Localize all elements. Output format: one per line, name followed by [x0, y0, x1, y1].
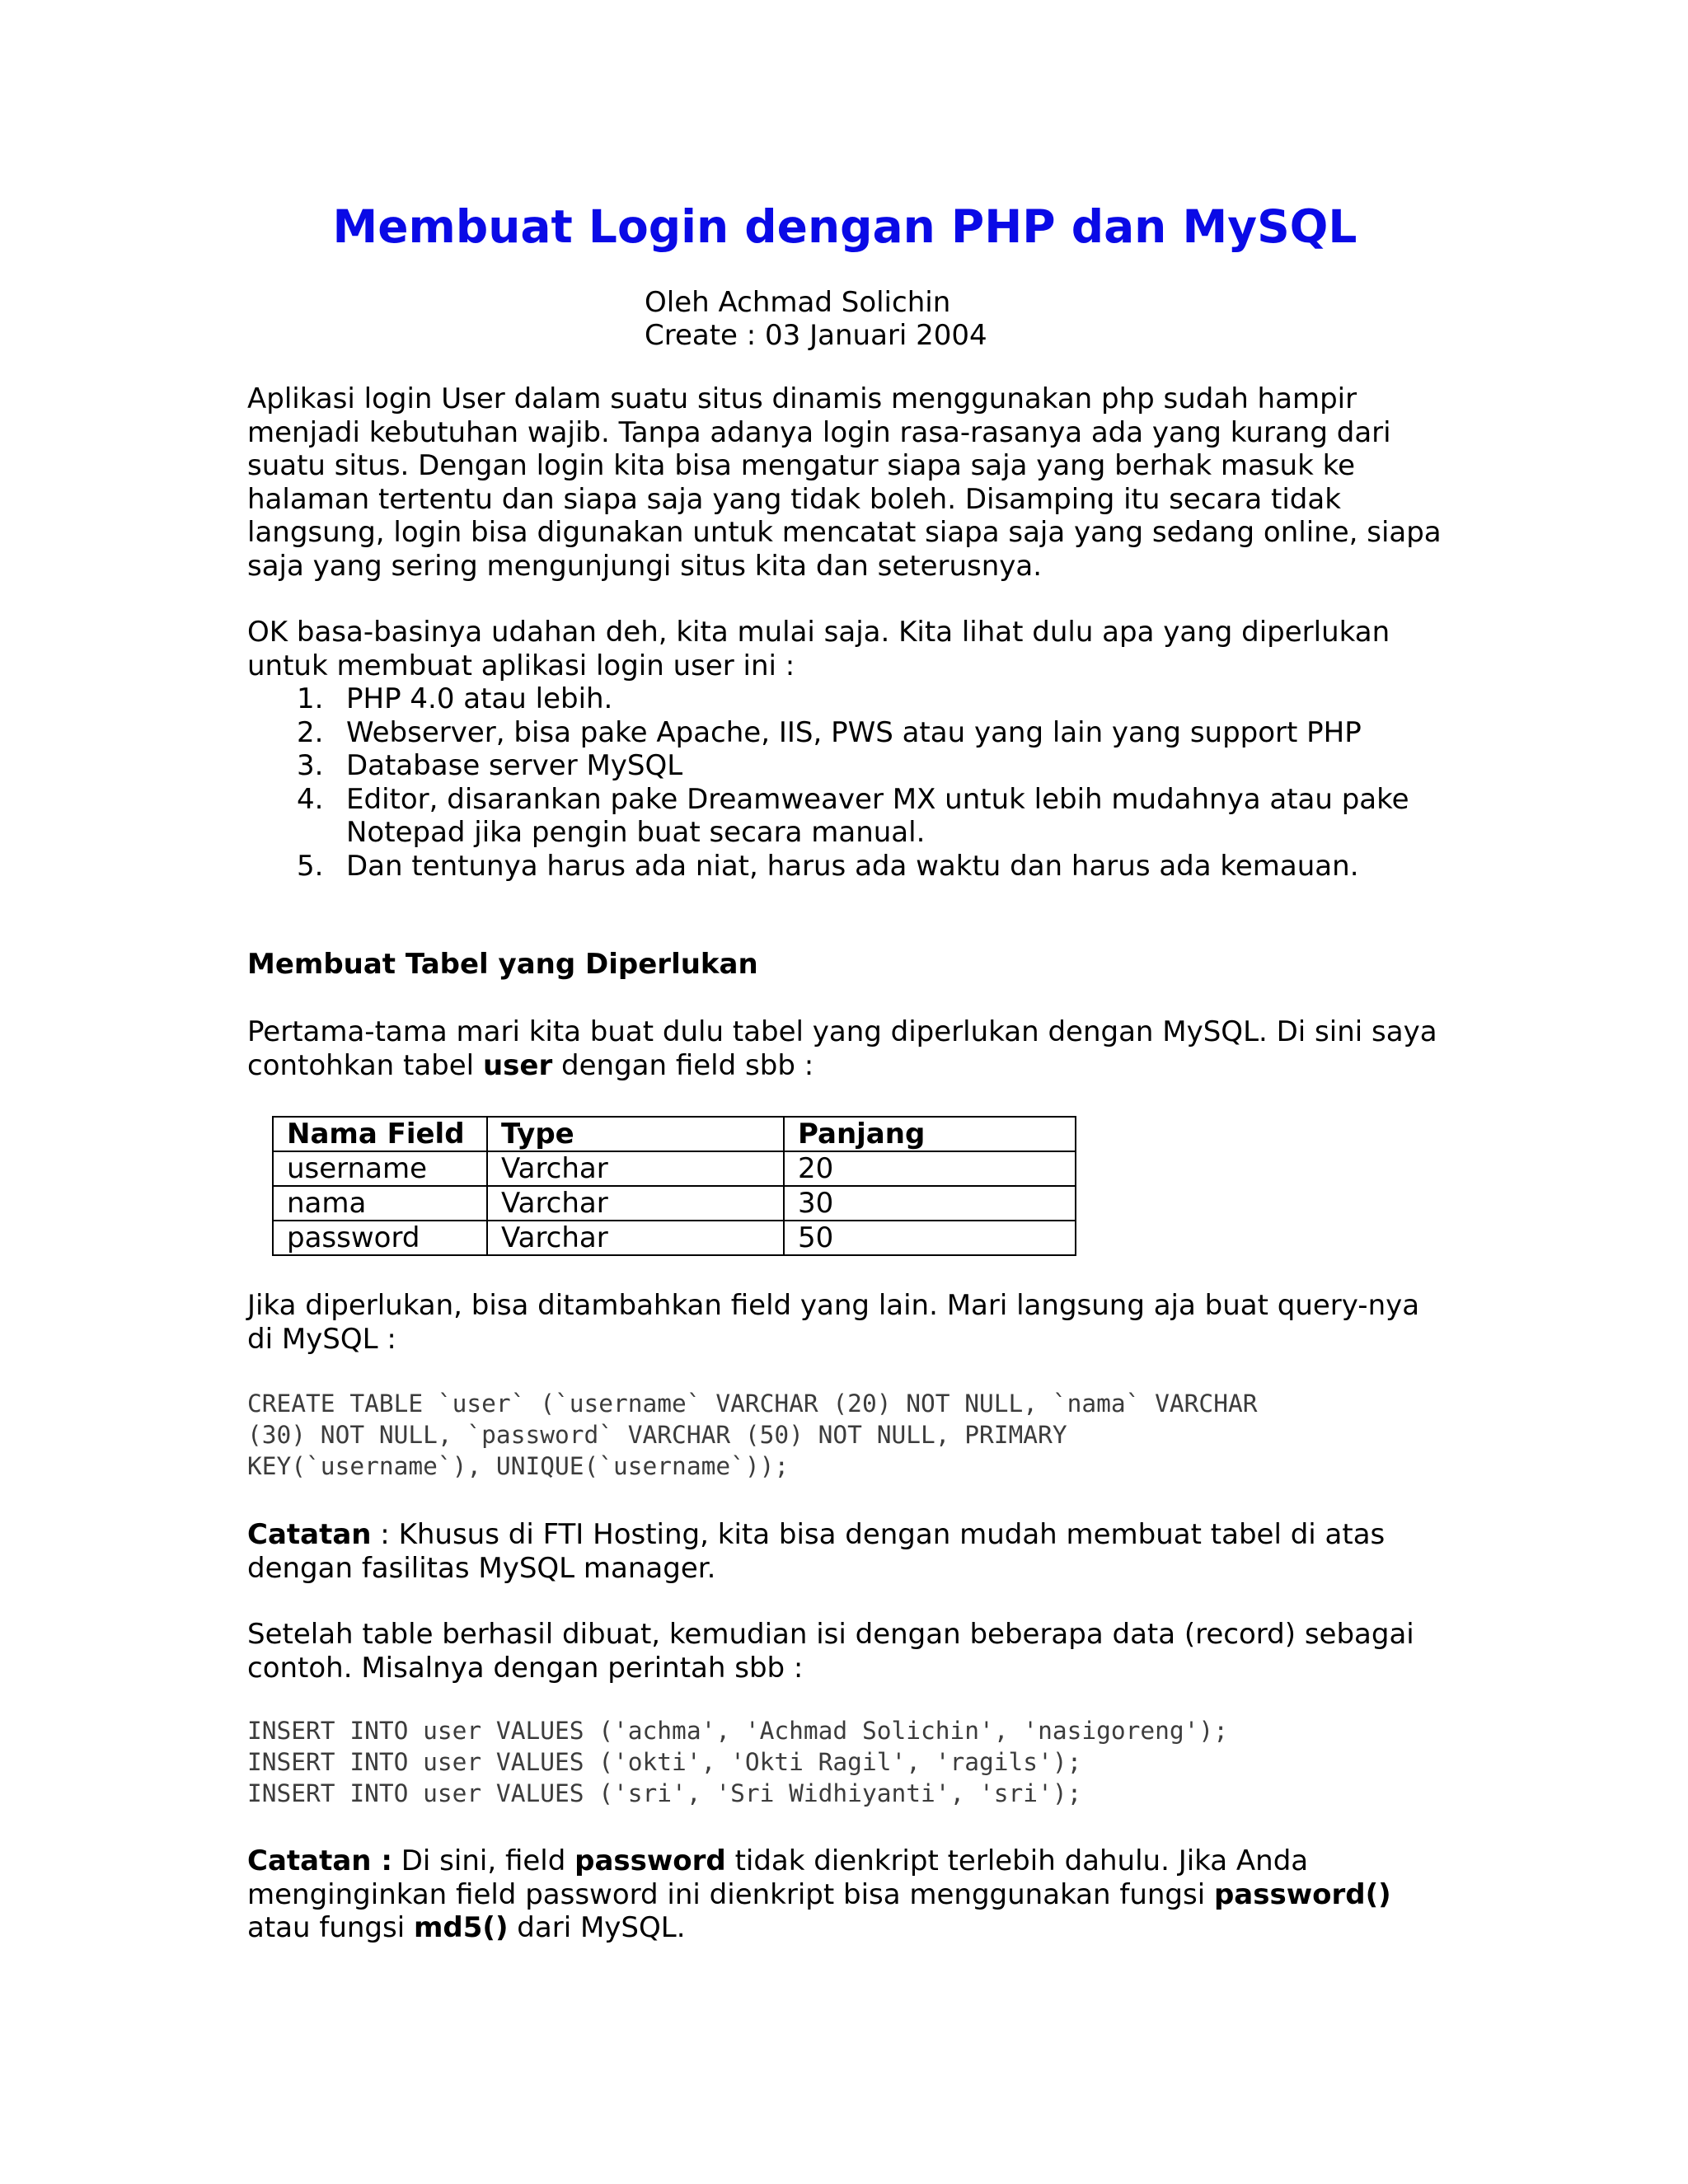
list-item-number: 5.	[297, 849, 324, 883]
code-line: KEY(`username`), UNIQUE(`username`));	[247, 1452, 790, 1480]
list-item	[247, 682, 1442, 716]
table-row	[273, 1151, 1076, 1186]
list-item-text: Notepad jika pengin buat secara manual.	[346, 816, 926, 849]
note-bold-term: password	[574, 1844, 726, 1877]
table-cell: 30	[784, 1186, 1076, 1221]
create-table-code	[247, 1388, 1442, 1482]
list-item-number: 3.	[297, 749, 324, 782]
table-cell: Varchar	[487, 1186, 784, 1221]
table-cell: 20	[784, 1151, 1076, 1186]
note-line: dengan fasilitas MySQL manager.	[247, 1551, 716, 1585]
table-cell: nama	[273, 1186, 487, 1221]
table-intro-line	[247, 1049, 1442, 1083]
after-table-line: di MySQL :	[247, 1322, 396, 1356]
list-item-number: 1.	[297, 682, 324, 715]
list-item-number: 2.	[297, 715, 324, 749]
note-line	[247, 1844, 1442, 1878]
note-line	[247, 1911, 1442, 1945]
table-cell: 50	[784, 1221, 1076, 1255]
note-text: Di sini, field	[392, 1844, 575, 1877]
table-cell: Varchar	[487, 1221, 784, 1255]
table-row	[273, 1221, 1076, 1255]
table-header-cell: Nama Field	[273, 1117, 487, 1151]
list-item	[247, 749, 1442, 783]
requirements-line: OK basa-basinya udahan deh, kita mulai saja. Kita lihat dulu apa yang diperlukan	[247, 616, 1390, 649]
document-title: Membuat Login dengan PHP dan MySQL	[332, 200, 1357, 253]
list-item	[247, 716, 1442, 750]
list-item	[247, 783, 1442, 850]
requirements-line: untuk membuat aplikasi login user ini :	[247, 649, 795, 682]
intro-line: langsung, login bisa digunakan untuk mencatat siapa saja yang sedang online, siapa	[247, 516, 1442, 549]
created-date-line: Create : 03 Januari 2004	[645, 319, 987, 352]
code-line: (30) NOT NULL, `password` VARCHAR (50) NOT NULL, PRIMARY	[247, 1421, 1067, 1449]
code-line: INSERT INTO user VALUES ('achma', 'Achmad Solichin', 'nasigoreng');	[247, 1717, 1228, 1745]
list-item-text: Editor, disarankan pake Dreamweaver MX untuk lebih mudahnya atau pake	[346, 782, 1409, 816]
fields-table	[272, 1116, 1076, 1256]
table-cell: username	[273, 1151, 487, 1186]
table-cell: password	[273, 1221, 487, 1255]
code-line: INSERT INTO user VALUES ('sri', 'Sri Widhiyanti', 'sri');	[247, 1779, 1082, 1807]
note-text: : Khusus di FTI Hosting, kita bisa dengan mudah membuat tabel di atas	[371, 1518, 1386, 1551]
code-line: INSERT INTO user VALUES ('okti', 'Okti Ragil', 'ragils');	[247, 1748, 1082, 1776]
note-label: Catatan :	[247, 1844, 392, 1877]
list-item-text: Webserver, bisa pake Apache, IIS, PWS atau yang lain yang support PHP	[346, 715, 1362, 749]
note-line	[247, 1518, 1442, 1552]
list-item-number: 4.	[297, 782, 324, 816]
table-intro-paragraph	[247, 1015, 1442, 1082]
table-name-bold: user	[482, 1048, 553, 1082]
note-text: atau fungsi	[247, 1911, 414, 1944]
note-mysql-manager	[247, 1518, 1442, 1585]
requirements-paragraph	[247, 616, 1442, 883]
section-heading: Membuat Tabel yang Diperlukan	[247, 948, 758, 981]
intro-line: halaman tertentu dan siapa saja yang tidak boleh. Disamping itu secara tidak	[247, 482, 1341, 516]
note-bold-term: password()	[1213, 1877, 1391, 1911]
insert-intro-paragraph	[247, 1618, 1442, 1685]
note-text: menginginkan field password ini dienkript bisa menggunakan fungsi	[247, 1877, 1214, 1911]
list-item-text: Dan tentunya harus ada niat, harus ada waktu dan harus ada kemauan.	[346, 849, 1359, 883]
note-password	[247, 1844, 1442, 1945]
table-cell: Varchar	[487, 1151, 784, 1186]
table-intro-text: contohkan tabel	[247, 1048, 483, 1082]
intro-line: menjadi kebutuhan wajib. Tanpa adanya login rasa-rasanya ada yang kurang dari	[247, 415, 1391, 449]
note-text: tidak dienkript terlebih dahulu. Jika Anda	[725, 1844, 1309, 1877]
list-item-text: PHP 4.0 atau lebih.	[346, 682, 613, 715]
table-header-cell: Panjang	[784, 1117, 1076, 1151]
after-table-paragraph	[247, 1289, 1442, 1356]
table-header-cell: Type	[487, 1117, 784, 1151]
byline	[645, 286, 987, 352]
list-item-text: Database server MySQL	[346, 749, 683, 782]
note-label: Catatan	[247, 1518, 372, 1551]
intro-line: suatu situs. Dengan login kita bisa mengatur siapa saja yang berhak masuk ke	[247, 449, 1355, 482]
table-row	[273, 1186, 1076, 1221]
note-line	[247, 1878, 1442, 1912]
note-bold-term: md5()	[413, 1911, 509, 1944]
table-intro-text: dengan field sbb :	[552, 1048, 814, 1082]
insert-intro-line: contoh. Misalnya dengan perintah sbb :	[247, 1651, 804, 1685]
intro-line: Aplikasi login User dalam suatu situs dinamis menggunakan php sudah hampir	[247, 382, 1357, 415]
author-line: Oleh Achmad Solichin	[645, 286, 951, 319]
insert-code	[247, 1715, 1442, 1809]
requirements-list	[247, 682, 1442, 883]
insert-intro-line: Setelah table berhasil dibuat, kemudian isi dengan beberapa data (record) sebagai	[247, 1618, 1414, 1651]
table-header-row	[273, 1117, 1076, 1151]
table-intro-line: Pertama-tama mari kita buat dulu tabel yang diperlukan dengan MySQL. Di sini saya	[247, 1015, 1437, 1048]
code-line: CREATE TABLE `user` (`username` VARCHAR (20) NOT NULL, `nama` VARCHAR	[247, 1390, 1258, 1418]
intro-line: saja yang sering mengunjungi situs kita dan seterusnya.	[247, 549, 1043, 583]
after-table-line: Jika diperlukan, bisa ditambahkan field yang lain. Mari langsung aja buat query-nya	[247, 1289, 1420, 1322]
note-text: dari MySQL.	[508, 1911, 686, 1944]
intro-paragraph	[247, 382, 1442, 583]
list-item	[247, 850, 1442, 883]
